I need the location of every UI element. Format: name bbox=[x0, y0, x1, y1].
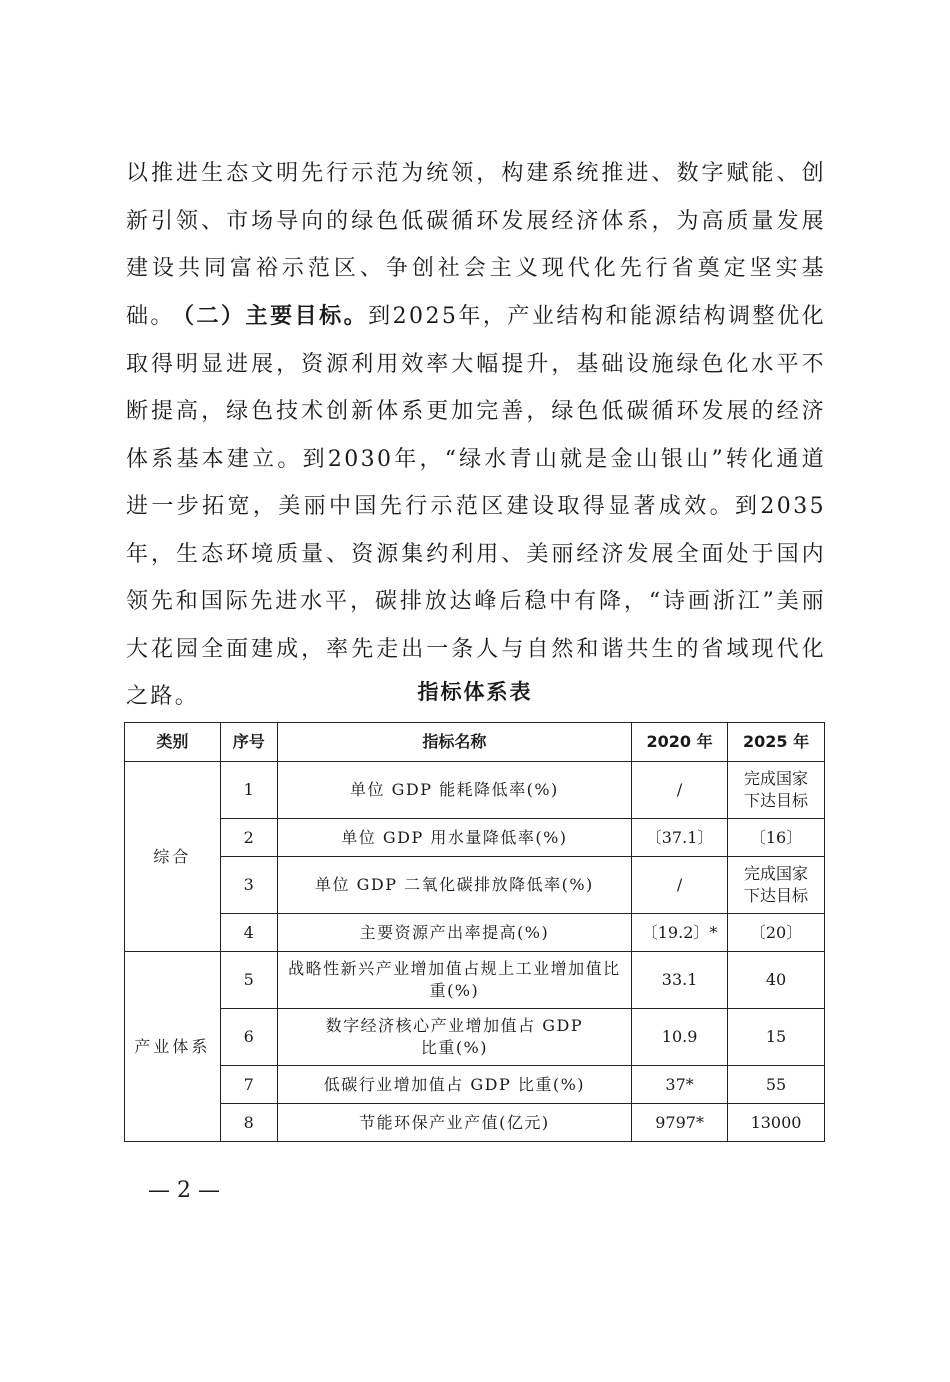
indicator-name: 主要资源产出率提高(%) bbox=[277, 914, 631, 952]
table-row bbox=[125, 914, 825, 952]
category-cell: 产业体系 bbox=[125, 952, 221, 1142]
value-2025: 40 bbox=[728, 952, 825, 1009]
paragraph-1: 以推进生态文明先行示范为统领，构建系统推进、数字赋能、创新引领、市场导向的绿色低碳循环发展经济体系，为高质量发展建设共同富裕示范区、争创社会主义现代化先行省奠定坚实基础。 bbox=[126, 161, 826, 329]
value-2025: 〔20〕 bbox=[728, 914, 825, 952]
value-2020: 9797* bbox=[632, 1104, 728, 1142]
value-2025: 〔16〕 bbox=[728, 819, 825, 857]
table-row bbox=[125, 857, 825, 914]
row-number: 5 bbox=[220, 952, 277, 1009]
table-row bbox=[125, 1009, 825, 1066]
table-row bbox=[125, 1066, 825, 1104]
table-row bbox=[125, 819, 825, 857]
row-number: 1 bbox=[220, 762, 277, 819]
header-category: 类别 bbox=[125, 723, 221, 762]
value-2020: 〔19.2〕* bbox=[632, 914, 728, 952]
value-2025: 完成国家下达目标 bbox=[728, 857, 825, 914]
value-2020: 33.1 bbox=[632, 952, 728, 1009]
row-number: 2 bbox=[220, 819, 277, 857]
value-2025: 55 bbox=[728, 1066, 825, 1104]
value-2020: 〔37.1〕 bbox=[632, 819, 728, 857]
value-2020: 10.9 bbox=[632, 1009, 728, 1066]
indicator-name: 战略性新兴产业增加值占规上工业增加值比重(%) bbox=[277, 952, 631, 1009]
row-number: 8 bbox=[220, 1104, 277, 1142]
header-2025: 2025 年 bbox=[728, 723, 825, 762]
row-number: 7 bbox=[220, 1066, 277, 1104]
header-indicator-name: 指标名称 bbox=[277, 723, 631, 762]
table-title: 指标体系表 bbox=[417, 680, 533, 704]
row-number: 4 bbox=[220, 914, 277, 952]
row-number: 6 bbox=[220, 1009, 277, 1066]
paragraph-2-body: 到2025年，产业结构和能源结构调整优化取得明显进展，资源利用效率大幅提升，基础设施绿色化水平不断提高，绿色技术创新体系更加完善，绿色低碳循环发展的经济体系基本建立。到2030年，“绿水青山就是金山银山”转化通道进一步拓宽，美丽中国先行示范区建设取得显著成效。到2035年，生态环境质量、资源集约利用、美丽经济发展全面处于国内领先和国际先进水平，碳排放达峰后稳中有降，“诗画浙江”美丽大花园全面建成，率先走出一条人与自然和谐共生的省域现代化之路。 bbox=[126, 304, 826, 709]
header-number: 序号 bbox=[220, 723, 277, 762]
value-2025: 完成国家下达目标 bbox=[728, 762, 825, 819]
indicator-name: 低碳行业增加值占 GDP 比重(%) bbox=[277, 1066, 631, 1104]
value-2025: 15 bbox=[728, 1009, 825, 1066]
value-2020: / bbox=[632, 857, 728, 914]
indicator-name: 单位 GDP 二氧化碳排放降低率(%) bbox=[277, 857, 631, 914]
table-row bbox=[125, 952, 825, 1009]
paragraph-2 bbox=[126, 293, 826, 721]
paragraph-2-heading: （二）主要目标。 bbox=[172, 304, 369, 329]
value-2020: 37* bbox=[632, 1066, 728, 1104]
table-row bbox=[125, 762, 825, 819]
value-2020: / bbox=[632, 762, 728, 819]
value-2025: 13000 bbox=[728, 1104, 825, 1142]
table-header-row bbox=[125, 723, 825, 762]
indicator-table bbox=[124, 722, 825, 1142]
header-2020: 2020 年 bbox=[632, 723, 728, 762]
category-cell: 综合 bbox=[125, 762, 221, 952]
row-number: 3 bbox=[220, 857, 277, 914]
indicator-name: 单位 GDP 用水量降低率(%) bbox=[277, 819, 631, 857]
page-number: — 2 — bbox=[148, 1178, 220, 1203]
indicator-name: 数字经济核心产业增加值占 GDP 比重(%) bbox=[277, 1009, 631, 1066]
table-row bbox=[125, 1104, 825, 1142]
indicator-name: 单位 GDP 能耗降低率(%) bbox=[277, 762, 631, 819]
indicator-name: 节能环保产业产值(亿元) bbox=[277, 1104, 631, 1142]
